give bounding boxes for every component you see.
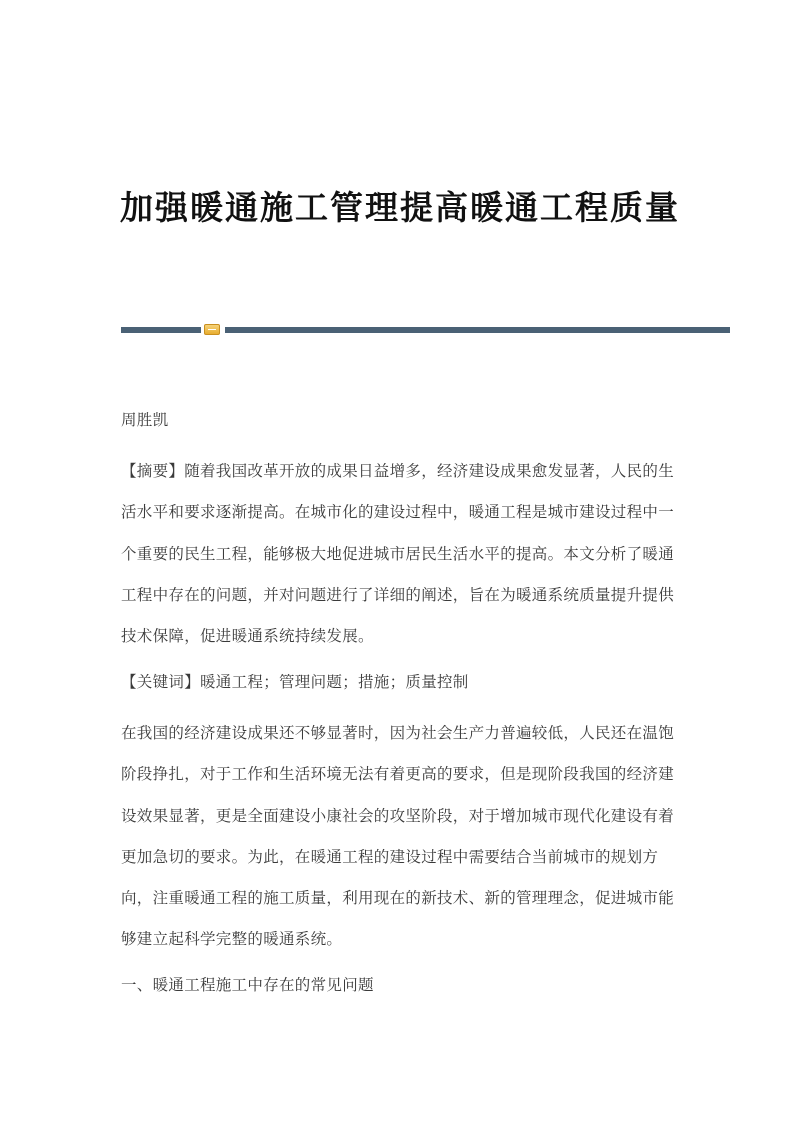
title-divider-right xyxy=(225,327,730,333)
abstract-paragraph: 【摘要】随着我国改革开放的成果日益增多，经济建设成果愈发显著，人民的生活水平和要求逐渐提高。在城市化的建设过程中，暖通工程是城市建设过程中一个重要的民生工程，能够极大地促进城市居民生活水平的提高。本文分析了暖通工程中存在的问题，并对问题进行了详细的阐述，旨在为暖通系统质量提升提供技术保障，促进暖通系统持续发展。 xyxy=(121,462,675,646)
intro-paragraph: 在我国的经济建设成果还不够显著时，因为社会生产力普遍较低，人民还在温饱阶段挣扎，对于工作和生活环境无法有着更高的要求，但是现阶段我国的经济建设效果显著，更是全面建设小康社会的攻坚阶段，对于增加城市现代化建设有着更加急切的要求。为此，在暖通工程的建设过程中需要结合当前城市的规划方向，注重暖通工程的施工质量，利用现在的新技术、新的管理理念，促进城市能够建立起科学完整的暖通系统。 xyxy=(121,724,675,949)
document-title: 加强暖通施工管理提高暖通工程质量 xyxy=(120,188,680,227)
keywords-paragraph: 【关键词】暖通工程；管理问题；措施；质量控制 xyxy=(121,673,469,691)
badge-icon xyxy=(204,324,220,335)
title-divider-left xyxy=(121,327,201,333)
author-name: 周胜凯 xyxy=(121,411,169,429)
section-heading: 一、暖通工程施工中存在的常见问题 xyxy=(121,976,374,994)
